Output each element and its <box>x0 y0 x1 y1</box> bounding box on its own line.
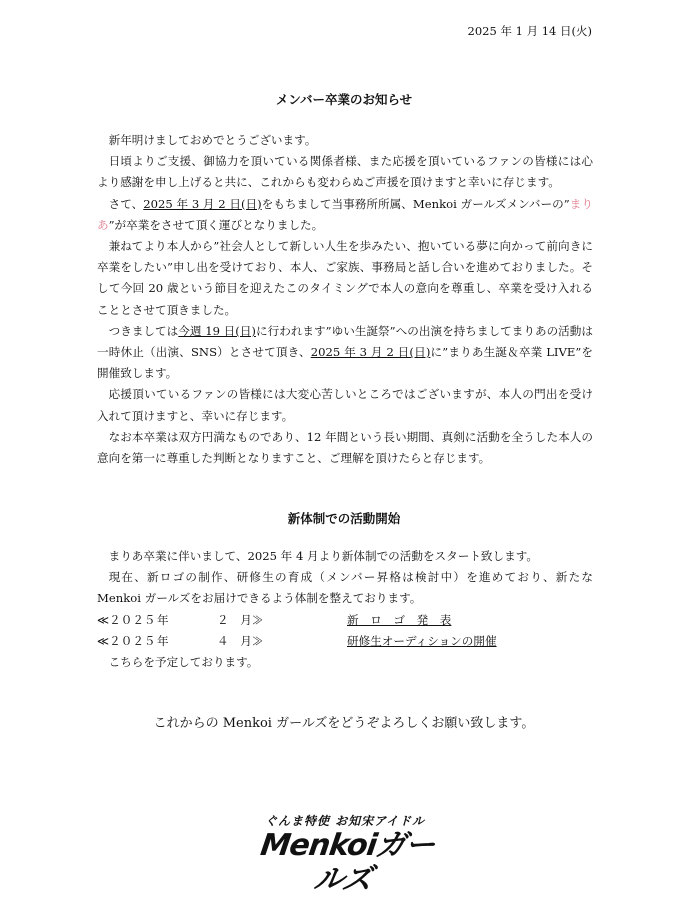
schedule-nen: 年 <box>157 612 169 627</box>
text-segment: つきましては <box>108 323 179 338</box>
paragraph-reason: 兼ねてより本人から”社会人として新しい人生を歩みたい、抱いている夢に向かって前向きに卒業をしたい”申し出を受けており、本人、ご家族、事務局と話し合いを進めておりました。そして今回 20 歳という節目を迎えたこのタイミングで本人の意向を尊重し、卒業を受け入れることとさせて頂きました。 <box>97 239 593 317</box>
logo-tagline: ぐんま特使 お知宋アイドル <box>264 814 426 828</box>
member-name: まりあ <box>97 196 593 232</box>
paragraph-schedule <box>97 321 593 385</box>
schedule-event: 研修生オーディションの開催 <box>347 633 497 648</box>
text-segment: に”まりあ生誕＆卒業 LIVE”を開催致します。 <box>97 345 594 381</box>
paragraph-announcement <box>97 194 593 236</box>
text-segment: に行われます”ゆい生誕祭”への出演を持ちましてまりあの活動は一時休止（出演、SNS）とさせて頂き、 <box>97 323 594 360</box>
paragraph-fans: 応援頂いているファンの皆様には大変心苦しいところではございますが、本人の門出を受け入れて頂けますと、幸いに存じます。 <box>97 387 593 423</box>
paragraph-new-start: まりあ卒業に伴いまして、2025 年 4 月より新体制での活動をスタート致します。 <box>108 549 538 563</box>
paragraph-closing-note: なお本卒業は双方円満なものであり、12 年間という長い期間、真剣に活動を全うした本人の意向を第一に尊重した判断となりますこと、ご理解を頂けたらと存じます。 <box>97 429 593 466</box>
paragraph-planned: こちらを予定しております。 <box>108 655 259 670</box>
schedule-event: 新 ロ ゴ 発 表 <box>347 612 452 627</box>
logo-name: Menkoiガールズ <box>258 828 437 897</box>
closing-message: これからの Menkoi ガールズをどうぞよろしくお願い致します。 <box>153 716 535 731</box>
schedule-month: ４ 月≫ <box>217 633 264 648</box>
paragraph-greeting: 新年明けましておめでとうございます。 <box>108 133 317 147</box>
text-segment: さて、 <box>108 196 144 211</box>
schedule-year: ≪２０２５ <box>97 612 156 627</box>
paragraph-thanks: 日頃よりご支援、御協力を頂いている関係者様、また応援を頂いているファンの皆様には心より感謝を申し上げると共に、これからも変わらぬご声援を頂けますと幸いに存じます。 <box>97 154 593 190</box>
schedule-month: ２ 月≫ <box>217 612 264 627</box>
document-date: 2025 年 1 月 14 日(火) <box>467 24 592 38</box>
new-structure-body <box>97 546 593 673</box>
new-structure-title: 新体制での活動開始 <box>287 511 401 526</box>
graduation-date: 2025 年 3 月 2 日(日) <box>143 196 262 211</box>
graduation-notice-body <box>97 130 593 469</box>
paragraph-preparation: 現在、新ロゴの制作、研修生の育成（メンバー昇格は検討中）を進めており、新たな Menkoi ガールズをお届けできるよう体制を整えております。 <box>97 570 593 606</box>
schedule-year: ≪２０２５ <box>97 633 156 648</box>
text-segment: ”が卒業をさせて頂く運びとなりました。 <box>108 217 324 232</box>
schedule-nen: 年 <box>157 633 169 648</box>
menkoi-girls-logo <box>250 812 440 897</box>
event-date: 今週 19 日(日) <box>178 323 256 338</box>
schedule-row <box>97 631 593 652</box>
live-date: 2025 年 3 月 2 日(日) <box>310 345 431 360</box>
graduation-notice-title: メンバー卒業のお知らせ <box>275 92 413 107</box>
schedule-row <box>97 610 593 631</box>
text-segment: をもちまして当事務所所属、Menkoi ガールズメンバーの” <box>261 196 570 211</box>
